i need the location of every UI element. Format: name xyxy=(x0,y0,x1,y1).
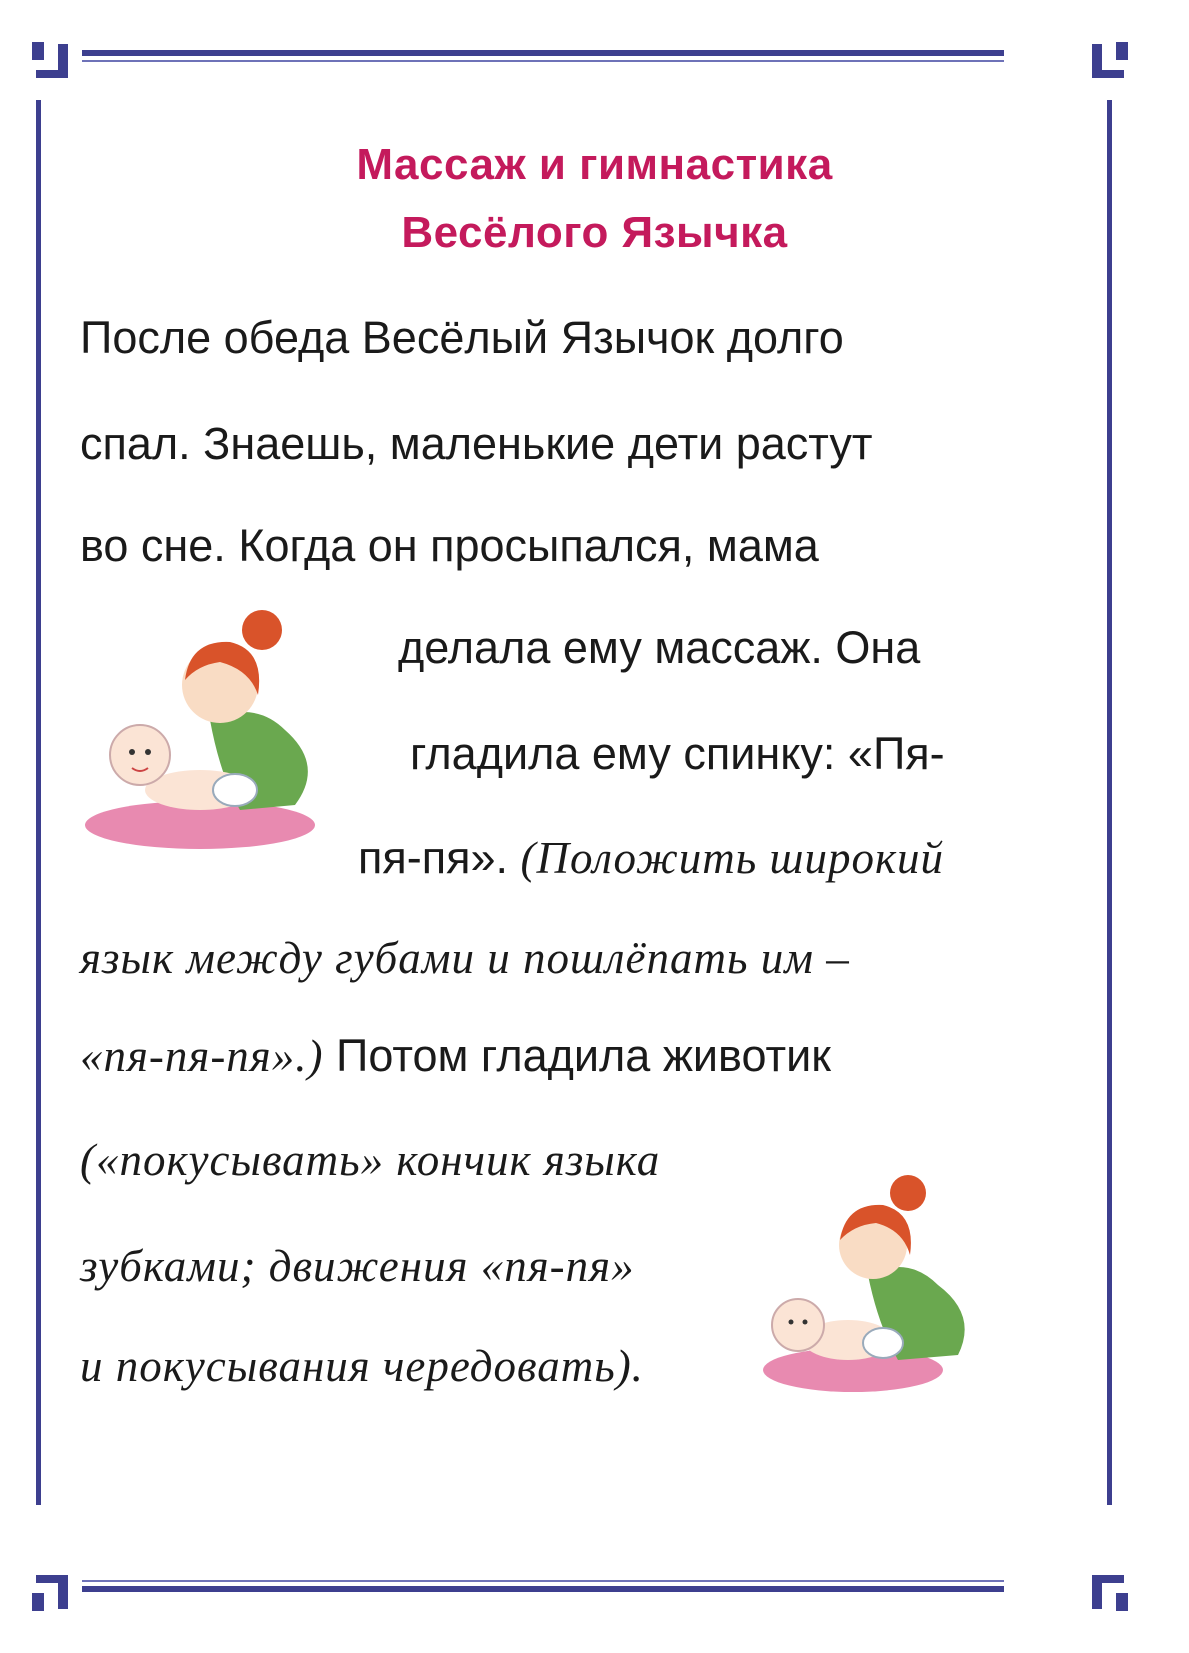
baby-head xyxy=(110,725,170,785)
body-line-8-plain: Потом гладила животик xyxy=(323,1030,831,1081)
mother-hair-bun xyxy=(890,1175,926,1211)
frame-top xyxy=(82,50,1004,56)
corner-ornament-top-right xyxy=(1072,38,1132,98)
baby-diaper xyxy=(863,1328,903,1358)
body-line-8-italic: «пя-пя-пя».) xyxy=(80,1031,324,1081)
body-line-6-plain: пя-пя». xyxy=(358,832,521,883)
mother-hair-bun xyxy=(242,610,282,650)
corner-ornament-bottom-right xyxy=(1072,1555,1132,1615)
mother-massaging-baby-tummy-illustration xyxy=(758,1165,988,1405)
body-line-9: («покусывать» кончик языка xyxy=(80,1135,661,1185)
mother-massaging-baby-back-illustration xyxy=(80,600,340,860)
body-line-10: зубками; движения «пя-пя» xyxy=(80,1241,635,1291)
body-line-3: во сне. Когда он просыпался, мама xyxy=(80,520,819,571)
baby-eye-right xyxy=(145,749,151,755)
body-line-4: делала ему массаж. Она xyxy=(398,622,921,673)
body-line-6 xyxy=(358,832,944,884)
body-line-6-italic: (Положить широкий xyxy=(520,833,945,883)
title-line-2: Весёлого Язычка xyxy=(401,208,788,257)
body-line-8 xyxy=(80,1030,831,1082)
frame-right xyxy=(1107,100,1112,1505)
frame-top-inner xyxy=(82,60,1004,62)
body-line-1: После обеда Весёлый Язычок долго xyxy=(80,312,844,363)
title-line-1: Массаж и гимнастика xyxy=(356,140,833,189)
body-line-7: язык между губами и пошлёпать им – xyxy=(80,933,850,983)
body-line-11: и покусывания чередовать). xyxy=(80,1341,644,1391)
baby-eye-left xyxy=(789,1320,794,1325)
body-line-5: гладила ему спинку: «Пя- xyxy=(410,728,945,779)
baby-head xyxy=(772,1299,824,1351)
corner-ornament-top-left xyxy=(28,38,88,98)
baby-eye-left xyxy=(129,749,135,755)
baby-eye-right xyxy=(803,1320,808,1325)
baby-diaper xyxy=(213,774,257,806)
body-line-2: спал. Знаешь, маленькие дети растут xyxy=(80,418,873,469)
corner-ornament-bottom-left xyxy=(28,1555,88,1615)
frame-bottom xyxy=(82,1586,1004,1592)
frame-bottom-inner xyxy=(82,1580,1004,1582)
frame-left xyxy=(36,100,41,1505)
